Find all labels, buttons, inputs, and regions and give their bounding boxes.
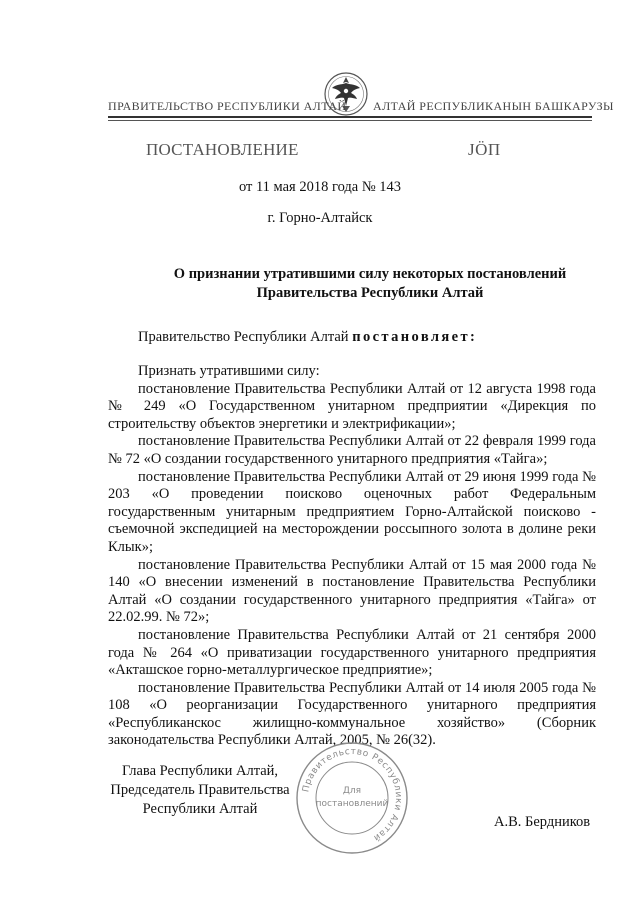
decree-subject: Правительство Республики Алтай [138,329,349,345]
body-paragraph: Признать утратившими силу: [138,363,320,379]
body-paragraph: постановление Правительства Республики Алтай от 29 июня 1999 года № 203 «О проведении поисково оценочных работ Федеральным государственным унитарным предприятием Горно-Алтайской поисково - съемочной экспедицией на месторождении россыпного золота в долине реки Клык»; [108,468,596,555]
decree-verb: постановляет: [352,329,478,345]
signatory-position-line: Председатель Правительства [110,782,290,798]
header-government-name-altai: АЛТАЙ РЕСПУБЛИКАНЫН БАШКАРУЗЫ [373,99,614,113]
doc-type-altai: ЈӦП [468,140,501,159]
signatory-position-line: Глава Республики Алтай, [121,763,279,779]
body-paragraph: постановление Правительства Республики Алтай от 22 февраля 1999 года № 72 «О создании государственного унитарного предприятия «Тайга»; [108,433,596,467]
doc-type-ru: ПОСТАНОВЛЕНИЕ [146,140,299,159]
body-paragraph: постановление Правительства Республики Алтай от 15 мая 2000 года № 140 «О внесении изменений в постановление Правительства Республики Алтай «О создании государственного унитарного предприятия «Тайга» от 22.02.99. № 72»; [108,556,596,626]
body-paragraph: постановление Правительства Республики Алтай от 12 августа 1998 года № 249 «О Государственном унитарном предприятии «Дирекция по строительству объектов энергетики и электрификации»; [108,380,596,432]
decree-city: г. Горно-Алтайск [267,210,373,226]
decree-preamble [138,329,477,346]
stamp-ring-text: Правительство Республики Алтай [301,746,404,843]
decree-title [150,265,590,303]
stamp-center-text: постановлений [315,799,389,809]
header-rule-thin [108,120,592,121]
signatory-name: А.В. Бердников [494,814,591,830]
header-rule [108,116,592,118]
decree-title-line: Правительства Республики Алтай [256,285,484,301]
decree-title-line: О признании утратившими силу некоторых постановлений [173,266,567,282]
decree-body [108,363,596,750]
body-paragraph: постановление Правительства Республики Алтай от 21 сентября 2000 года № 264 «О приватизации государственного унитарного предприятия «Акташское горно-металлургическое предприятие»; [108,626,596,679]
official-stamp [294,740,410,856]
signatory-position-line: Республики Алтай [142,801,258,817]
signatory-position [100,762,300,819]
stamp-center-text: Для [342,786,362,796]
header-government-name-ru: ПРАВИТЕЛЬСТВО РЕСПУБЛИКИ АЛТАЙ [108,99,347,113]
body-paragraph: постановление Правительства Республики Алтай от 14 июля 2005 года № 108 «О реорганизации Государственного унитарного предприятия «Республиканскос жилищно-коммунальное хозяйство» (Сборник законодательства Республики Алтай, 2005, № 26(32). [108,679,596,749]
decree-date-number: от 11 мая 2018 года № 143 [238,179,402,195]
